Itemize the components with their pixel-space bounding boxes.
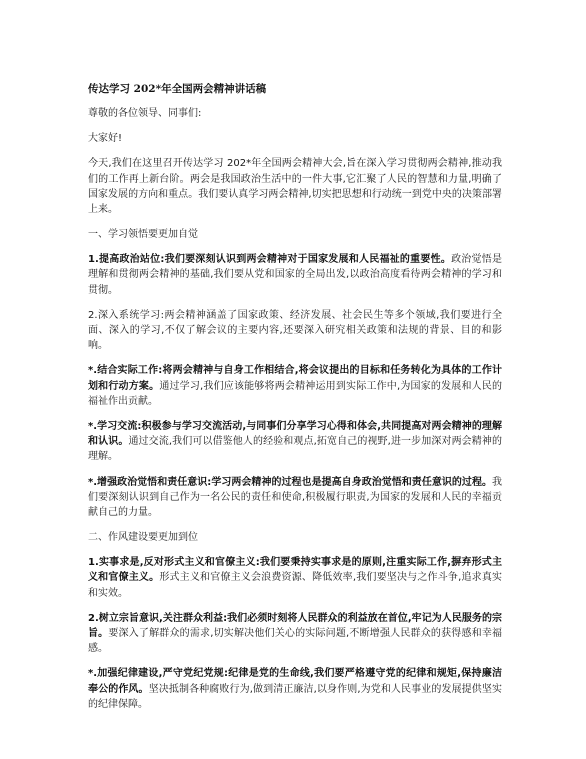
section2-item-3	[88, 666, 502, 712]
document-page	[88, 82, 502, 722]
item-lead: *.结合实际工作:将两会精神与自身工作相结合,将会议提出的目标和任务转化为具体的工作计划和行动方案。	[88, 365, 502, 392]
document-title: 传达学习 202*年全国两会精神讲话稿	[88, 83, 267, 95]
item-lead: 1.实事求是,反对形式主义和官僚主义:我们要秉持实事求是的原则,注重实际工作,摒弃形式主义和官僚主义。	[88, 557, 502, 584]
item-lead: *.学习交流:积极参与学习交流活动,与同事们分享学习心得和体会,共同提高对两会精神的理解和认识。	[88, 421, 502, 448]
section1-item-4	[88, 419, 502, 465]
item-body: 通过学习,我们应该能够将两会精神运用到实际工作中,为国家的发展和人民的福祉作出贡献。	[88, 380, 503, 407]
section1-item-2	[88, 308, 502, 354]
item-body: 我们要深刻认识到自己作为一名公民的责任和使命,积极履行职责,为国家的发展和人民的幸福贡献自己的力量。	[88, 476, 502, 519]
section-heading-2: 二、作风建设要更加到位	[88, 532, 198, 544]
item-body: 要深入了解群众的需求,切实解决他们关心的实际问题,不断增强人民群众的获得感和幸福感。	[88, 628, 502, 655]
item-lead: 1.提高政治站位:我们要深刻认识到两会精神对于国家发展和人民福祉的重要性。	[88, 254, 452, 266]
section1-item-3	[88, 363, 502, 409]
section2-item-1	[88, 555, 502, 601]
item-body: 通过交流,我们可以借鉴他人的经验和观点,拓宽自己的视野,进一步加深对两会精神的理解。	[88, 436, 503, 463]
item-lead: *.加强纪律建设,严守党纪党规:纪律是党的生命线,我们要严格遵守党的纪律和规矩,保持廉洁奉公的作风。	[88, 668, 502, 695]
section2-item-2	[88, 611, 502, 657]
section-heading-1: 一、学习领悟要更加自觉	[88, 229, 198, 241]
intro-paragraph: 今天,我们在这里召开传达学习 202*年全国两会精神大会,旨在深入学习贯彻两会精神,推动我们的工作再上新台阶。两会是我国政治生活中的一件大事,它汇聚了人民的智慧和力量,明确了国家发展的方向和重点。我们要认真学习两会精神,切实把思想和行动统一到党中央的决策部署上来。	[88, 158, 502, 216]
item-lead: *.增强政治觉悟和责任意识:学习两会精神的过程也是提高自身政治觉悟和责任意识的过程。	[88, 476, 492, 488]
greeting: 大家好!	[88, 133, 123, 145]
salutation: 尊敬的各位领导、同事们:	[88, 108, 202, 119]
item-body: 形式主义和官僚主义会浪费资源、降低效率,我们要坚决与之作斗争,追求真实和实效。	[88, 572, 503, 599]
item-lead: 2.树立宗旨意识,关注群众利益:我们必须时刻将人民群众的利益放在首位,牢记为人民服务的宗旨。	[88, 612, 502, 640]
item-body: 政治觉悟是理解和贯彻两会精神的基础,我们要从党和国家的全局出发,以政治高度看待两会精神的学习和贯彻。	[88, 254, 503, 296]
section1-item-5	[88, 475, 502, 521]
section1-item-1	[88, 252, 502, 298]
item-body: 坚决抵制各种腐败行为,做到清正廉洁,以身作则,为党和人民事业的发展提供坚实的纪律保障。	[88, 683, 502, 710]
item-body: 2.深入系统学习:两会精神涵盖了国家政策、经济发展、社会民生等多个领域,我们要进行全面、深入的学习,不仅了解会议的主要内容,还要深入研究相关政策和法规的背景、目的和影响。	[88, 309, 502, 352]
